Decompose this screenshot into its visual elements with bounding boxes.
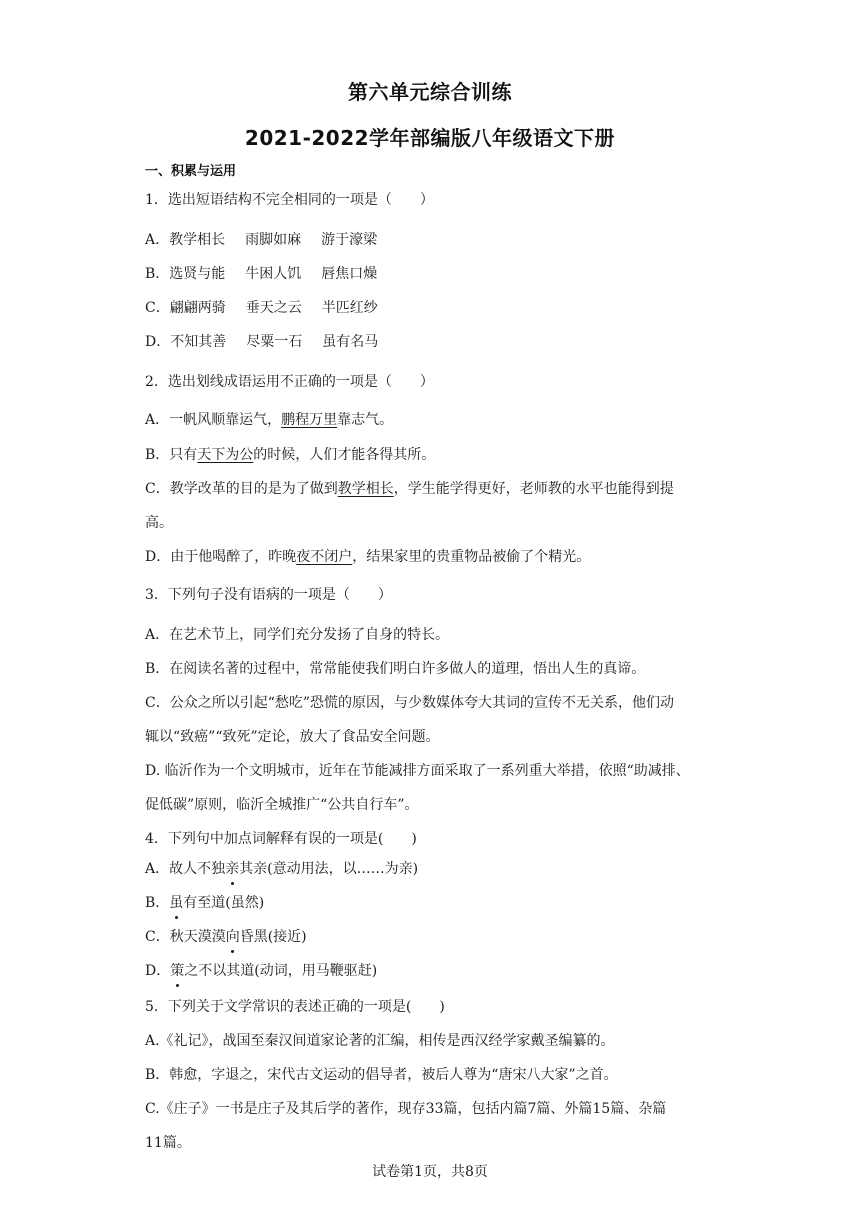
question-1-option-b: [145, 264, 725, 284]
question-4-option-a: [145, 859, 725, 879]
section-heading: 一、积累与运用: [145, 164, 237, 179]
question-5-option-c-continued: 11篇。: [145, 1135, 191, 1151]
option-text: ，学生能学得更好，老师教的水平也能得到提: [393, 481, 674, 497]
option-part: 垂天之云: [245, 300, 302, 316]
option-part: 牛困人饥: [245, 266, 302, 282]
option-part: B．选贤与能: [145, 266, 226, 282]
underlined-idiom: 鹏程万里: [281, 412, 338, 428]
question-4-option-d: [145, 961, 725, 981]
question-2-option-c: [145, 479, 725, 499]
question-5-option-c: C.《庄子》一书是庄子及其后学的著作，现存33篇，包括内篇7篇、外篇15篇、杂篇: [145, 1101, 667, 1117]
option-text: C．教学改革的目的是为了做到: [145, 481, 338, 497]
option-text: 其亲(意动用法，以……为亲): [239, 861, 419, 877]
dotted-word: 亲: [225, 861, 240, 877]
question-3-stem: 3．下列句子没有语病的一项是（ ）: [145, 587, 392, 603]
page-footer: 试卷第1页，共8页: [372, 1164, 488, 1180]
question-2-option-d: [145, 547, 725, 567]
question-5-stem: 5．下列关于文学常识的表述正确的一项是( ): [145, 999, 445, 1015]
option-part: 尽粟一石: [246, 334, 303, 350]
dotted-word: 策: [170, 963, 185, 979]
option-text: 有至道(虽然): [183, 895, 265, 911]
question-5-option-a: A.《礼记》，战国至秦汉间道家论著的汇编，相传是西汉经学家戴圣编纂的。: [145, 1033, 615, 1049]
question-4-option-b: [145, 893, 725, 913]
question-4-option-c: [145, 927, 725, 947]
option-text: B．只有: [145, 447, 198, 463]
question-1-option-c: [145, 298, 725, 318]
option-part: D．不知其善: [145, 334, 227, 350]
question-2-option-b: [145, 445, 725, 465]
page-title: 第六单元综合训练: [348, 80, 512, 104]
option-part: 半匹红纱: [321, 300, 378, 316]
option-text: 的时候，人们才能各得其所。: [253, 447, 436, 463]
option-text: D．由于他喝醉了，昨晚: [145, 549, 297, 565]
option-part: 唇焦口燥: [321, 266, 378, 282]
option-part: 雨脚如麻: [245, 232, 302, 248]
dotted-word: 虽: [169, 895, 184, 911]
option-part: 游于濠梁: [321, 232, 378, 248]
option-part: A．教学相长: [145, 232, 226, 248]
option-text: 靠志气。: [337, 412, 394, 428]
underlined-idiom: 天下为公: [197, 447, 254, 463]
question-1-option-a: [145, 230, 725, 250]
question-1-stem: 1．选出短语结构不完全相同的一项是（ ）: [145, 192, 434, 208]
option-part: C．翩翩两骑: [145, 300, 226, 316]
question-2-option-a: [145, 410, 725, 430]
option-part: 虽有名马: [322, 334, 379, 350]
page-subtitle: 2021-2022学年部编版八年级语文下册: [244, 126, 616, 150]
question-5-option-b: B．韩愈，字退之，宋代古文运动的倡导者，被后人尊为“唐宋八大家”之首。: [145, 1067, 618, 1083]
question-1-option-d: [145, 332, 725, 352]
option-text: D．: [145, 963, 171, 979]
option-text: A．故人不独: [145, 861, 226, 877]
option-text: C．秋天漠漠: [145, 929, 226, 945]
dotted-word: 向: [225, 929, 240, 945]
question-2-stem: 2．选出划线成语运用不正确的一项是（ ）: [145, 374, 434, 390]
question-3-option-b: B．在阅读名著的过程中，常常能使我们明白许多做人的道理，悟出人生的真谛。: [145, 661, 646, 677]
question-3-option-d: D. 临沂作为一个文明城市，近年在节能减排方面采取了一系列重大举措，依照“助减排、: [145, 763, 690, 779]
option-text: B．: [145, 895, 170, 911]
question-3-option-c: C．公众之所以引起“愁吃”恐慌的原因，与少数媒体夸大其词的宣传不无关系，他们动: [145, 695, 675, 711]
question-4-stem: 4．下列句中加点词解释有误的一项是( ): [145, 831, 417, 847]
question-3-option-a: A．在艺术节上，同学们充分发扬了自身的特长。: [145, 627, 450, 643]
underlined-idiom: 夜不闭户: [296, 549, 353, 565]
underlined-idiom: 教学相长: [337, 481, 394, 497]
question-3-option-c-continued: 辄以“致癌”“致死”定论，放大了食品安全问题。: [145, 729, 440, 745]
option-text: 昏黑(接近): [239, 929, 307, 945]
question-3-option-d-continued: 促低碳”原则，临沂全城推广“公共自行车”。: [145, 797, 419, 813]
option-text: 之不以其道(动词，用马鞭驱赶): [184, 963, 378, 979]
option-text: A．一帆风顺靠运气，: [145, 412, 282, 428]
option-text: ，结果家里的贵重物品被偷了个精光。: [352, 549, 591, 565]
question-2-option-c-continued: 高。: [145, 515, 173, 531]
